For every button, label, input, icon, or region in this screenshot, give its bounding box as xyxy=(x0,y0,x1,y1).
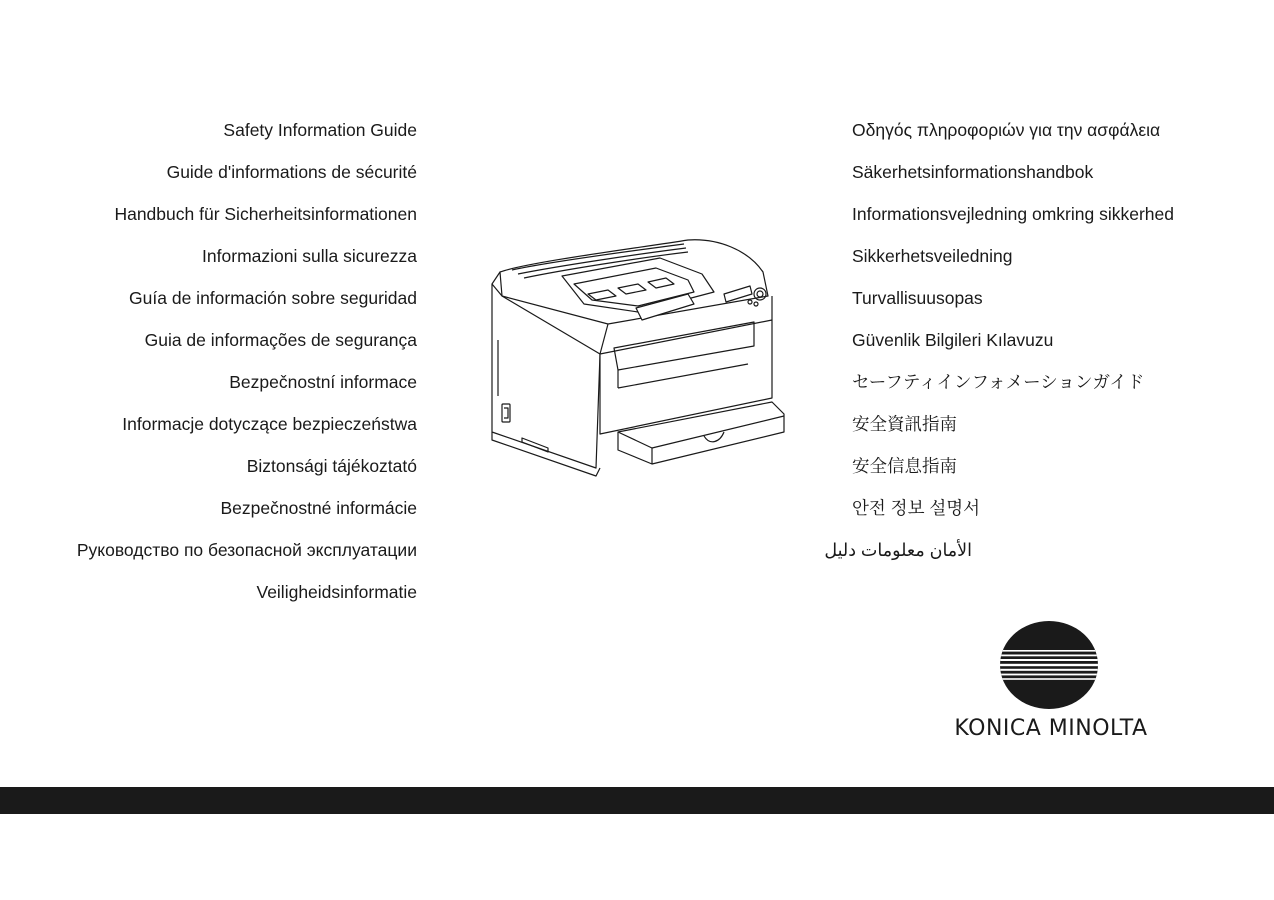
right-title-list xyxy=(824,109,1174,571)
title-turkish: Güvenlik Bilgileri Kılavuzu xyxy=(852,330,1054,350)
title-norwegian: Sikkerhetsveiledning xyxy=(852,246,1013,266)
title-chinese-traditional: 安全資訊指南 xyxy=(852,414,957,434)
title-italian: Informazioni sulla sicurezza xyxy=(202,246,417,266)
title-chinese-simplified: 安全信息指南 xyxy=(852,456,957,476)
title-portuguese: Guia de informações de segurança xyxy=(144,330,417,350)
title-polish: Informacje dotyczące bezpieczeństwa xyxy=(122,414,417,434)
title-spanish: Guía de información sobre seguridad xyxy=(129,288,417,308)
title-japanese: セーフティインフォメーションガイド xyxy=(852,372,1145,392)
logo-wordmark: KONICA MINOLTA xyxy=(954,716,1148,741)
title-slovak: Bezpečnostné informácie xyxy=(220,498,417,518)
title-danish: Informationsvejledning omkring sikkerhed xyxy=(852,204,1174,224)
title-german: Handbuch für Sicherheitsinformationen xyxy=(114,204,417,224)
title-english: Safety Information Guide xyxy=(223,120,417,140)
title-hungarian: Biztonsági tájékoztató xyxy=(246,456,417,476)
printer-illustration xyxy=(488,236,788,486)
konica-minolta-globe-icon xyxy=(999,620,1099,710)
title-czech: Bezpečnostní informace xyxy=(229,372,417,392)
title-swedish: Säkerhetsinformationshandbok xyxy=(852,162,1094,182)
title-finnish: Turvallisuusopas xyxy=(852,288,983,308)
konica-minolta-logo xyxy=(940,620,1162,746)
title-korean: 안전 정보 설명서 xyxy=(852,498,981,518)
title-greek: Οδηγός πληροφοριών για την ασφάλεια xyxy=(852,120,1161,140)
bottom-band xyxy=(0,787,1274,814)
title-arabic: الأمان معلومات دليل xyxy=(824,540,972,560)
title-russian: Руководство по безопасной эксплуатации xyxy=(76,540,417,560)
title-french: Guide d'informations de sécurité xyxy=(166,162,417,182)
title-dutch: Veiligheidsinformatie xyxy=(256,582,417,602)
left-title-list xyxy=(77,109,417,613)
